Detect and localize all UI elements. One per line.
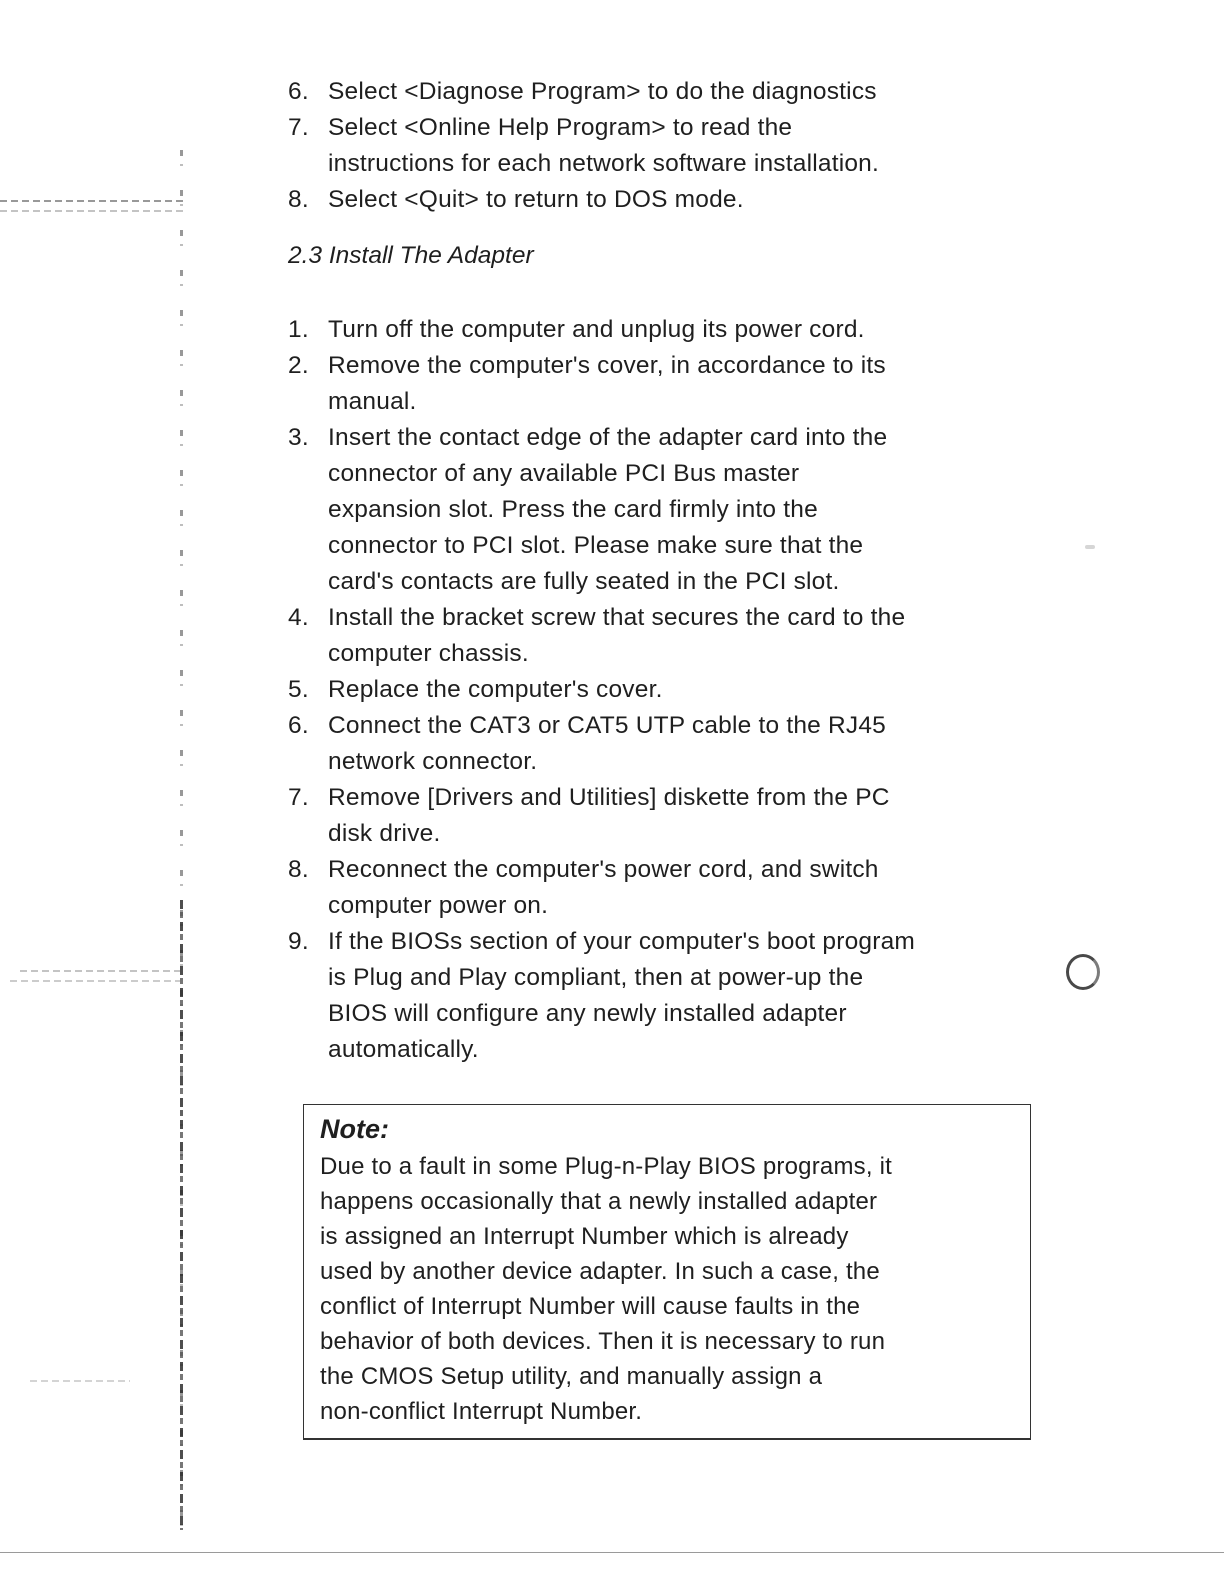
list-item xyxy=(288,600,1048,672)
page-bottom-rule xyxy=(0,1552,1224,1553)
list-item-number: 2. xyxy=(288,352,309,379)
list-item-text xyxy=(328,852,1048,924)
binding-margin-line-lower xyxy=(180,900,183,1530)
list-item-number: 8. xyxy=(288,186,309,213)
document-body xyxy=(288,74,1048,1068)
list-item-number: 9. xyxy=(288,928,309,955)
list-item xyxy=(288,672,1048,708)
note-line: behavior of both devices. Then it is necessary to run xyxy=(320,1328,886,1355)
list-item-text xyxy=(328,312,1048,348)
text-line: Remove the computer's cover, in accordance to its xyxy=(328,352,886,379)
install-steps-list xyxy=(288,312,1048,1068)
text-line: BIOS will configure any newly installed adapter xyxy=(328,1000,847,1027)
note-box xyxy=(303,1104,1031,1440)
text-line: Connect the CAT3 or CAT5 UTP cable to the RJ45 xyxy=(328,712,886,739)
text-line: Remove [Drivers and Utilities] diskette from the PC xyxy=(328,784,890,811)
list-item-text xyxy=(328,110,1048,182)
text-line: connector of any available PCI Bus master xyxy=(328,460,800,487)
note-line: the CMOS Setup utility, and manually assign a xyxy=(320,1363,823,1390)
list-item-text xyxy=(328,672,1048,708)
list-item-text xyxy=(328,924,1048,1068)
list-item xyxy=(288,74,1048,110)
note-line: is assigned an Interrupt Number which is already xyxy=(320,1223,849,1250)
note-line: happens occasionally that a newly installed adapter xyxy=(320,1188,878,1215)
list-item-text xyxy=(328,420,1048,600)
list-item-number: 8. xyxy=(288,856,309,883)
text-line: computer chassis. xyxy=(328,640,529,667)
list-item-text xyxy=(328,182,1048,218)
text-line: expansion slot. Press the card firmly into the xyxy=(328,496,818,523)
text-line: If the BIOSs section of your computer's boot program xyxy=(328,928,916,955)
text-line: computer power on. xyxy=(328,892,549,919)
text-line: Replace the computer's cover. xyxy=(328,676,663,703)
steps-list-top xyxy=(288,74,1048,218)
list-item xyxy=(288,780,1048,852)
section-heading: 2.3 Install The Adapter xyxy=(288,242,534,269)
note-line: conflict of Interrupt Number will cause faults in the xyxy=(320,1293,861,1320)
list-item-text xyxy=(328,600,1048,672)
text-line: Select <Quit> to return to DOS mode. xyxy=(328,186,744,213)
text-line: connector to PCI slot. Please make sure that the xyxy=(328,532,864,559)
text-line: is Plug and Play compliant, then at power-up the xyxy=(328,964,864,991)
scan-speck xyxy=(1085,545,1095,549)
text-line: network connector. xyxy=(328,748,538,775)
text-line: instructions for each network software installation. xyxy=(328,150,880,177)
punch-hole-mark xyxy=(1066,954,1100,990)
list-item-text xyxy=(328,348,1048,420)
scan-smudge xyxy=(0,200,186,202)
note-body xyxy=(320,1149,1020,1429)
list-item xyxy=(288,420,1048,600)
list-item-number: 3. xyxy=(288,424,309,451)
list-item-text xyxy=(328,708,1048,780)
scan-smudge xyxy=(30,1380,130,1382)
list-item-text xyxy=(328,780,1048,852)
scan-smudge xyxy=(10,980,180,982)
note-line: Due to a fault in some Plug-n-Play BIOS programs, it xyxy=(320,1153,892,1180)
list-item-number: 4. xyxy=(288,604,309,631)
list-item-number: 7. xyxy=(288,784,309,811)
list-item xyxy=(288,182,1048,218)
text-line: Select <Online Help Program> to read the xyxy=(328,114,793,141)
note-line: used by another device adapter. In such a case, the xyxy=(320,1258,880,1285)
list-item xyxy=(288,708,1048,780)
list-item-number: 6. xyxy=(288,712,309,739)
note-line: non-conflict Interrupt Number. xyxy=(320,1398,643,1425)
list-item xyxy=(288,348,1048,420)
list-item xyxy=(288,312,1048,348)
text-line: manual. xyxy=(328,388,417,415)
text-line: disk drive. xyxy=(328,820,441,847)
text-line: Select <Diagnose Program> to do the diagnostics xyxy=(328,78,877,105)
text-line: Install the bracket screw that secures the card to the xyxy=(328,604,906,631)
list-item xyxy=(288,924,1048,1068)
list-item-number: 6. xyxy=(288,78,309,105)
text-line: Insert the contact edge of the adapter card into the xyxy=(328,424,888,451)
scan-smudge xyxy=(20,970,180,972)
list-item xyxy=(288,852,1048,924)
scan-smudge xyxy=(0,210,186,212)
text-line: Turn off the computer and unplug its power cord. xyxy=(328,316,865,343)
list-item xyxy=(288,110,1048,182)
text-line: automatically. xyxy=(328,1036,479,1063)
text-line: Reconnect the computer's power cord, and switch xyxy=(328,856,879,883)
list-item-number: 1. xyxy=(288,316,309,343)
list-item-number: 7. xyxy=(288,114,309,141)
list-item-number: 5. xyxy=(288,676,309,703)
text-line: card's contacts are fully seated in the PCI slot. xyxy=(328,568,840,595)
list-item-text xyxy=(328,74,1048,110)
note-title: Note: xyxy=(320,1114,389,1144)
